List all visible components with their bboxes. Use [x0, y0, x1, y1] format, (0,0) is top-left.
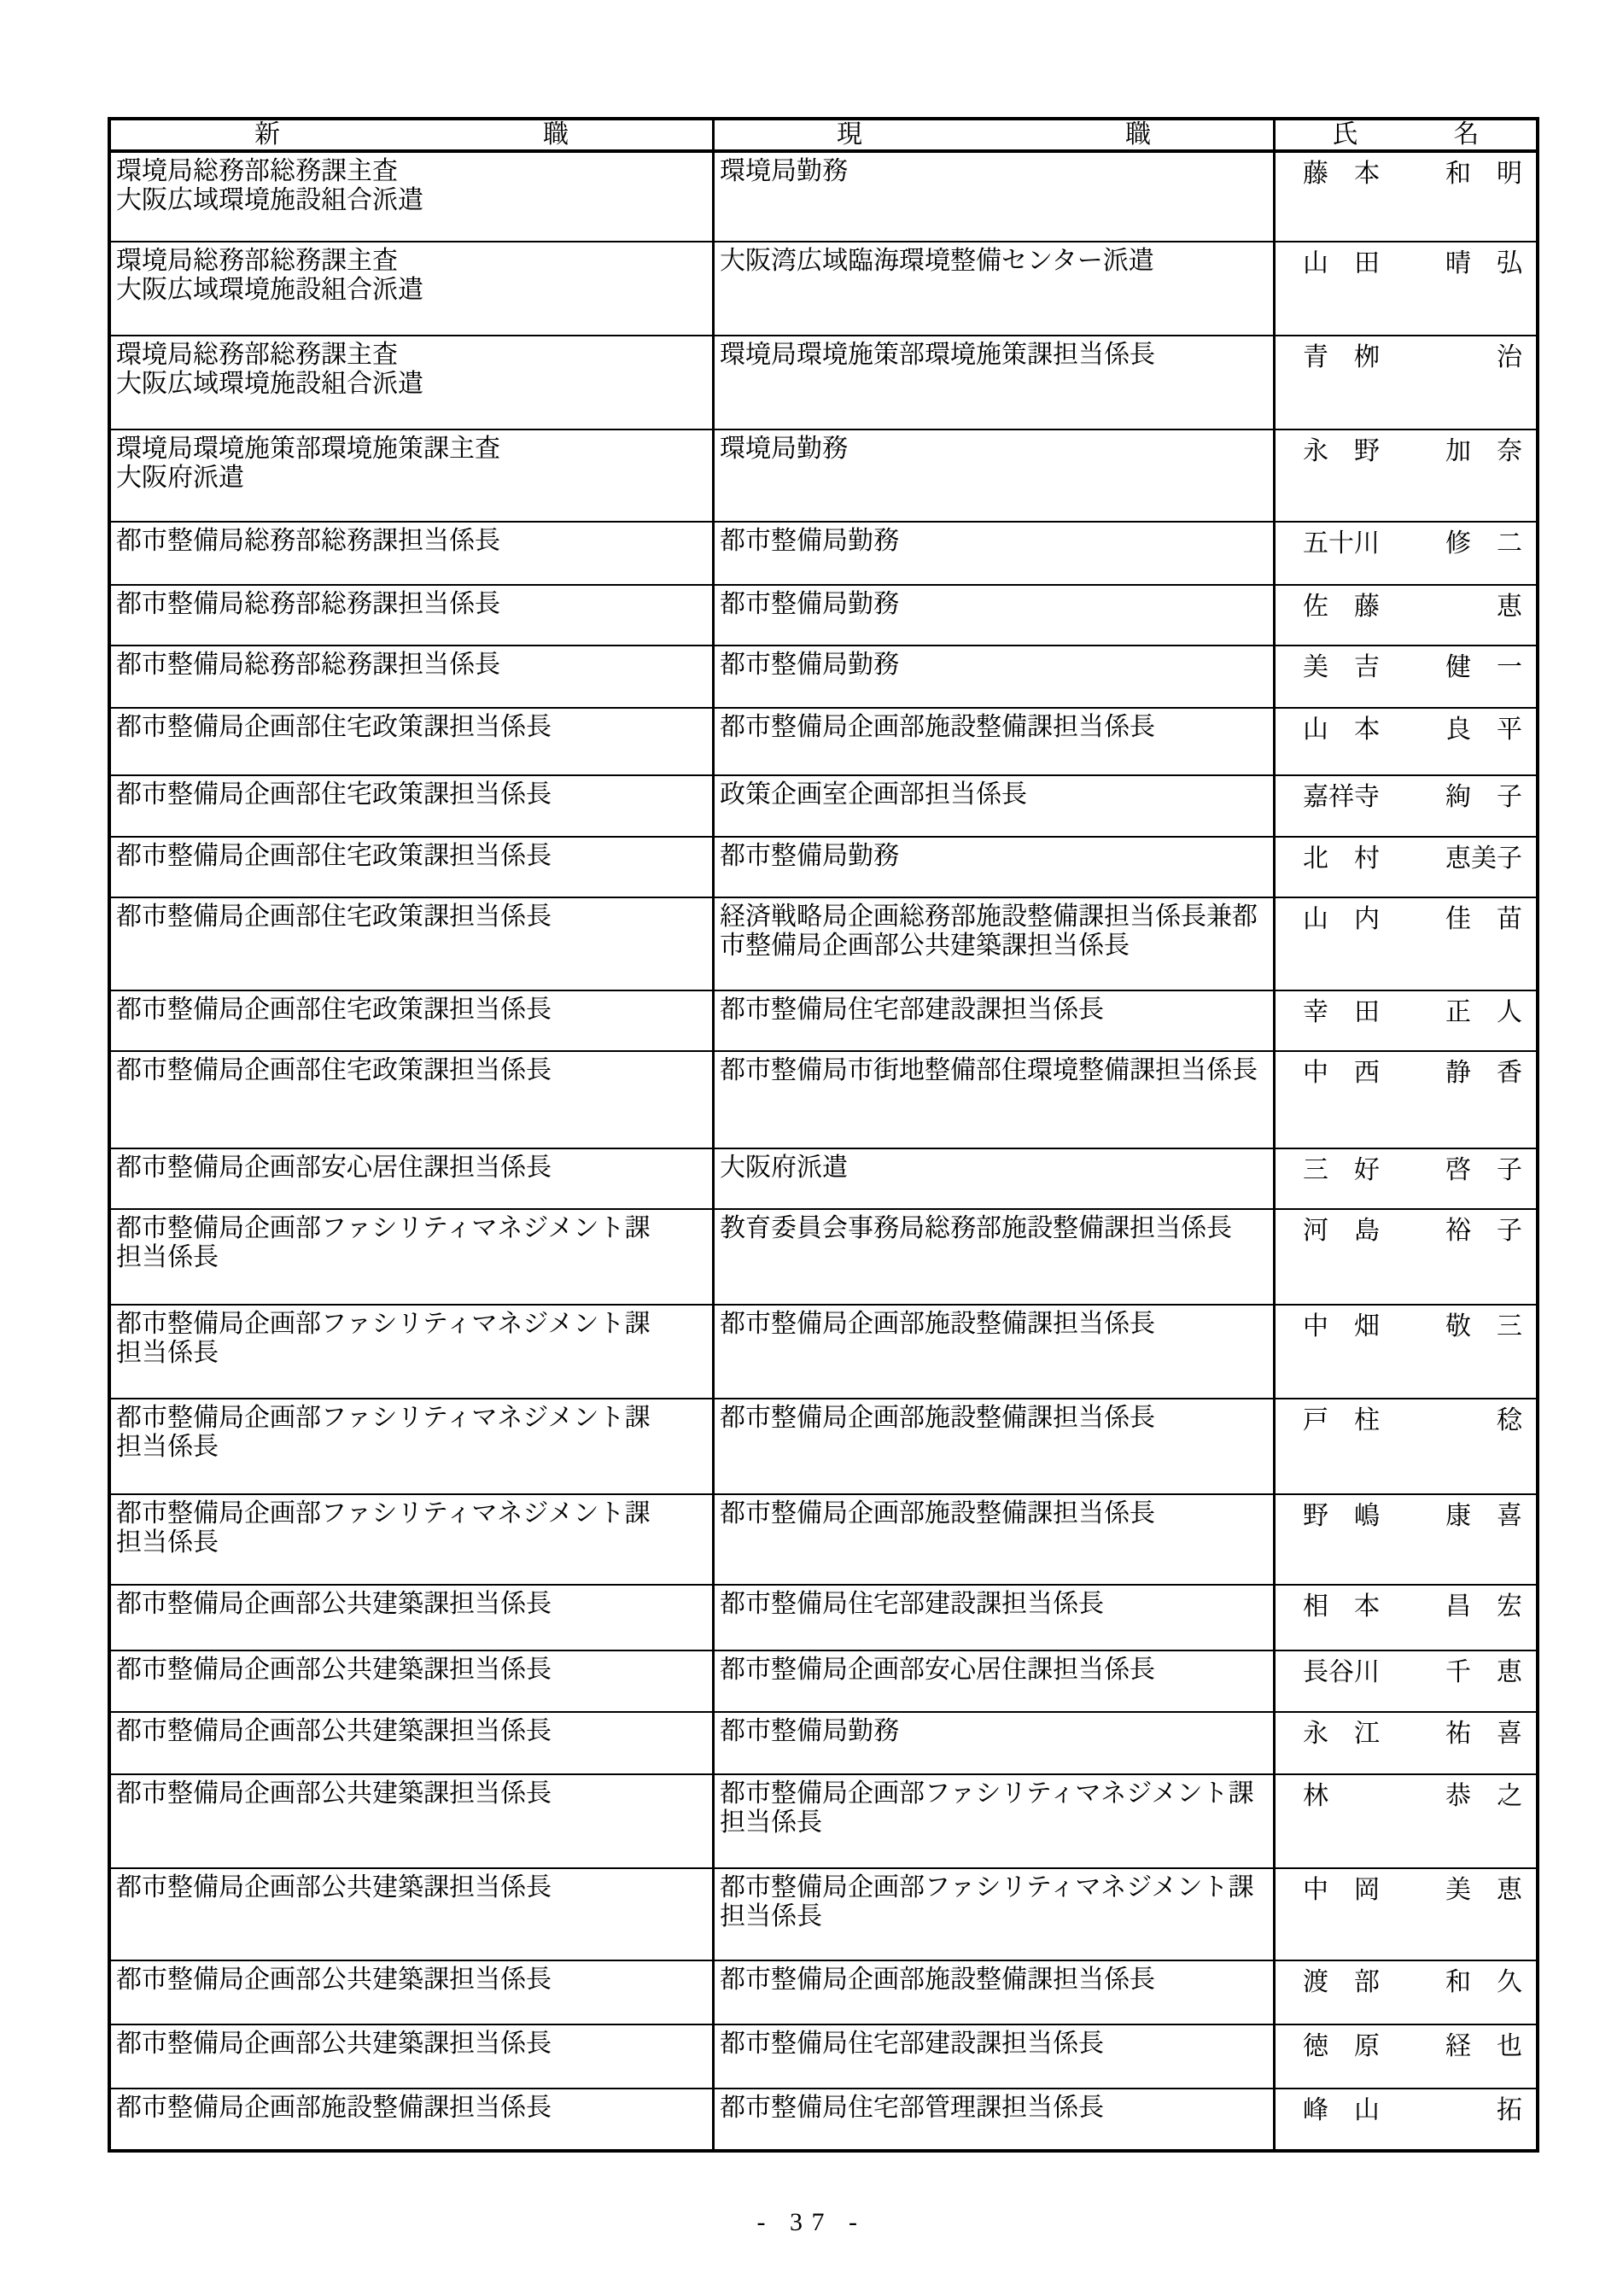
current-post-line: 教育委員会事務局総務部施設整備課担当係長 — [720, 1214, 1232, 1242]
family-name: 青 栁 — [1303, 343, 1380, 371]
table-row — [111, 584, 1536, 645]
new-post-cell — [111, 646, 715, 707]
given-name: 加 奈 — [1445, 437, 1522, 465]
table-row — [111, 2088, 1536, 2149]
new-post-line: 担当係長 — [116, 1528, 219, 1557]
current-post-line: 都市整備局住宅部建設課担当係長 — [720, 1590, 1104, 1618]
given-name: 恵 — [1497, 593, 1522, 621]
new-post-line: 都市整備局企画部公共建築課担当係長 — [116, 1656, 552, 1684]
new-post-cell — [111, 838, 715, 897]
given-name: 正 人 — [1445, 998, 1522, 1026]
current-post-cell — [715, 1775, 1276, 1867]
table-row — [111, 1773, 1536, 1867]
current-post-cell — [715, 1869, 1276, 1960]
header-name — [1276, 120, 1536, 149]
new-post-line: 大阪広域環境施設組合派遣 — [116, 186, 423, 214]
new-post-cell — [111, 430, 715, 521]
personnel-transfer-table — [108, 117, 1539, 2153]
family-name: 永 江 — [1303, 1720, 1380, 1748]
current-post-cell — [715, 1210, 1276, 1304]
name — [1303, 1059, 1522, 1088]
name — [1303, 1217, 1522, 1246]
given-name: 敬 三 — [1445, 1312, 1522, 1341]
new-post-line: 都市整備局企画部公共建築課担当係長 — [116, 1717, 552, 1745]
name — [1303, 998, 1522, 1027]
table-row — [111, 2024, 1536, 2088]
current-post-line: 環境局勤務 — [720, 435, 848, 463]
family-name: 永 野 — [1303, 437, 1380, 465]
given-name: 良 平 — [1445, 716, 1522, 744]
family-name: 相 本 — [1303, 1592, 1380, 1621]
name-cell — [1276, 2089, 1536, 2149]
given-name: 拓 — [1497, 2096, 1522, 2124]
current-post-cell — [715, 1961, 1276, 2024]
name — [1303, 249, 1522, 278]
current-post-cell — [715, 709, 1276, 774]
family-name: 藤 本 — [1303, 160, 1380, 188]
new-post-cell — [111, 1586, 715, 1650]
current-post-cell — [715, 838, 1276, 897]
table-row — [111, 1711, 1536, 1773]
current-post-cell — [715, 1495, 1276, 1584]
name — [1303, 529, 1522, 558]
family-name: 中 岡 — [1303, 1876, 1380, 1904]
new-post-line: 都市整備局総務部総務課担当係長 — [116, 651, 500, 679]
name — [1303, 343, 1522, 372]
new-post-line: 環境局総務部総務課主査 — [116, 341, 398, 369]
current-post-line: 大阪府派遣 — [720, 1154, 848, 1182]
new-post-cell — [111, 1961, 715, 2024]
name — [1303, 2032, 1522, 2061]
new-post-cell — [111, 336, 715, 429]
current-post-cell — [715, 1306, 1276, 1398]
new-post-line: 環境局総務部総務課主査 — [116, 247, 398, 275]
family-name: 三 好 — [1303, 1156, 1380, 1184]
name-cell — [1276, 1869, 1536, 1960]
new-post-line: 都市整備局企画部ファシリティマネジメント課 — [116, 1499, 651, 1528]
current-post-cell — [715, 991, 1276, 1050]
family-name: 佐 藤 — [1303, 593, 1380, 621]
current-post-cell — [715, 1052, 1276, 1148]
new-post-cell — [111, 1869, 715, 1960]
name-cell — [1276, 523, 1536, 584]
table-row — [111, 1304, 1536, 1398]
header-name-char1: 氏 — [1332, 120, 1358, 149]
new-post-line: 大阪府派遣 — [116, 464, 244, 492]
current-post-line: 都市整備局企画部ファシリティマネジメント課 — [720, 1779, 1254, 1808]
family-name: 美 吉 — [1303, 653, 1380, 681]
new-post-line: 都市整備局企画部公共建築課担当係長 — [116, 2030, 552, 2058]
table-row — [111, 1148, 1536, 1208]
name — [1303, 783, 1522, 812]
current-post-line: 市整備局企画部公共建築課担当係長 — [720, 932, 1130, 960]
current-post-line: 都市整備局勤務 — [720, 651, 899, 679]
name-cell — [1276, 1210, 1536, 1304]
current-post-line: 都市整備局住宅部建設課担当係長 — [720, 996, 1104, 1024]
new-post-cell — [111, 1399, 715, 1493]
name — [1303, 1658, 1522, 1687]
new-post-cell — [111, 1052, 715, 1148]
family-name: 五十川 — [1303, 529, 1380, 558]
given-name: 昌 宏 — [1445, 1592, 1522, 1621]
new-post-line: 都市整備局総務部総務課担当係長 — [116, 590, 500, 618]
given-name: 恵美子 — [1445, 844, 1522, 873]
given-name: 佳 苗 — [1445, 905, 1522, 933]
given-name: 治 — [1497, 343, 1522, 371]
header-current-post-char1: 現 — [837, 120, 862, 149]
table-row — [111, 1867, 1536, 1960]
table-row — [111, 335, 1536, 429]
new-post-cell — [111, 709, 715, 774]
table-row — [111, 1208, 1536, 1304]
name-cell — [1276, 1651, 1536, 1711]
header-new-post-char2: 職 — [543, 120, 569, 149]
table-row — [111, 645, 1536, 707]
given-name: 経 也 — [1445, 2032, 1522, 2060]
name — [1303, 160, 1522, 189]
new-post-line: 都市整備局企画部ファシリティマネジメント課 — [116, 1310, 651, 1338]
name-cell — [1276, 1306, 1536, 1398]
current-post-cell — [715, 153, 1276, 241]
current-post-line: 都市整備局勤務 — [720, 527, 899, 555]
name — [1303, 2096, 1522, 2125]
new-post-cell — [111, 898, 715, 990]
family-name: 山 本 — [1303, 716, 1380, 744]
current-post-cell — [715, 430, 1276, 521]
new-post-line: 環境局総務部総務課主査 — [116, 157, 398, 185]
current-post-line: 都市整備局企画部施設整備課担当係長 — [720, 1966, 1155, 1994]
name-cell — [1276, 709, 1536, 774]
new-post-line: 都市整備局企画部住宅政策課担当係長 — [116, 1056, 552, 1084]
name — [1303, 844, 1522, 873]
family-name: 渡 部 — [1303, 1968, 1380, 1996]
current-post-line: 担当係長 — [720, 1902, 822, 1931]
current-post-line: 都市整備局企画部施設整備課担当係長 — [720, 1499, 1155, 1528]
name — [1303, 1782, 1522, 1811]
table-row — [111, 1493, 1536, 1584]
new-post-line: 都市整備局企画部住宅政策課担当係長 — [116, 713, 552, 741]
new-post-cell — [111, 2025, 715, 2088]
name — [1303, 1406, 1522, 1435]
name — [1303, 1968, 1522, 1997]
current-post-line: 都市整備局企画部施設整備課担当係長 — [720, 713, 1155, 741]
given-name: 祐 喜 — [1445, 1720, 1522, 1748]
given-name: 稔 — [1497, 1406, 1522, 1434]
family-name: 幸 田 — [1303, 998, 1380, 1026]
new-post-line: 都市整備局企画部住宅政策課担当係長 — [116, 903, 552, 931]
given-name: 晴 弘 — [1445, 249, 1522, 278]
new-post-cell — [111, 242, 715, 335]
table-row — [111, 990, 1536, 1050]
header-current-post-char2: 職 — [1125, 120, 1151, 149]
name-cell — [1276, 646, 1536, 707]
current-post-line: 都市整備局勤務 — [720, 842, 899, 870]
name-cell — [1276, 1775, 1536, 1867]
family-name: 峰 山 — [1303, 2096, 1380, 2124]
given-name: 啓 子 — [1445, 1156, 1522, 1184]
given-name: 康 喜 — [1445, 1502, 1522, 1530]
new-post-line: 大阪広域環境施設組合派遣 — [116, 276, 423, 304]
current-post-line: 担当係長 — [720, 1808, 822, 1837]
current-post-cell — [715, 1713, 1276, 1773]
family-name: 中 畑 — [1303, 1312, 1380, 1341]
name — [1303, 593, 1522, 622]
name-cell — [1276, 242, 1536, 335]
new-post-line: 都市整備局企画部ファシリティマネジメント課 — [116, 1214, 651, 1242]
page-number: - 37 - — [756, 2208, 867, 2236]
new-post-line: 大阪広域環境施設組合派遣 — [116, 370, 423, 398]
current-post-line: 都市整備局企画部安心居住課担当係長 — [720, 1656, 1155, 1684]
name — [1303, 1312, 1522, 1341]
name-cell — [1276, 991, 1536, 1050]
header-current-post — [715, 120, 1276, 149]
current-post-line: 経済戦略局企画総務部施設整備課担当係長兼都 — [720, 903, 1258, 931]
family-name: 長谷川 — [1303, 1658, 1380, 1686]
name — [1303, 1592, 1522, 1621]
current-post-line: 大阪湾広域臨海環境整備センター派遣 — [720, 247, 1154, 275]
name-cell — [1276, 336, 1536, 429]
new-post-line: 担当係長 — [116, 1433, 219, 1461]
name-cell — [1276, 2025, 1536, 2088]
new-post-cell — [111, 1775, 715, 1867]
name-cell — [1276, 1586, 1536, 1650]
family-name: 北 村 — [1303, 844, 1380, 873]
new-post-cell — [111, 1495, 715, 1584]
table-row — [111, 774, 1536, 836]
name-cell — [1276, 1713, 1536, 1773]
family-name: 山 田 — [1303, 249, 1380, 278]
new-post-line: 都市整備局企画部公共建築課担当係長 — [116, 1779, 552, 1808]
table-row — [111, 707, 1536, 774]
name-cell — [1276, 430, 1536, 521]
new-post-cell — [111, 2089, 715, 2149]
new-post-line: 都市整備局企画部住宅政策課担当係長 — [116, 996, 552, 1024]
current-post-cell — [715, 242, 1276, 335]
given-name: 和 明 — [1445, 160, 1522, 188]
family-name: 野 嶋 — [1303, 1502, 1380, 1530]
header-new-post-char1: 新 — [254, 120, 280, 149]
new-post-line: 都市整備局企画部公共建築課担当係長 — [116, 1590, 552, 1618]
name-cell — [1276, 1149, 1536, 1208]
table-row — [111, 1584, 1536, 1650]
family-name: 中 西 — [1303, 1059, 1380, 1087]
given-name: 千 恵 — [1445, 1658, 1522, 1686]
table-row — [111, 241, 1536, 335]
new-post-cell — [111, 1306, 715, 1398]
current-post-cell — [715, 776, 1276, 836]
name-cell — [1276, 1961, 1536, 2024]
table-row — [111, 836, 1536, 897]
name — [1303, 1156, 1522, 1185]
given-name: 絢 子 — [1445, 783, 1522, 811]
family-name: 戸 柱 — [1303, 1406, 1380, 1434]
current-post-cell — [715, 336, 1276, 429]
current-post-cell — [715, 1651, 1276, 1711]
current-post-line: 都市整備局住宅部建設課担当係長 — [720, 2030, 1104, 2058]
table-row — [111, 429, 1536, 521]
given-name: 修 二 — [1445, 529, 1522, 558]
new-post-line: 都市整備局企画部安心居住課担当係長 — [116, 1154, 552, 1182]
new-post-line: 環境局環境施策部環境施策課主査 — [116, 435, 500, 463]
new-post-line: 都市整備局企画部住宅政策課担当係長 — [116, 780, 552, 809]
current-post-cell — [715, 1399, 1276, 1493]
new-post-line: 都市整備局企画部住宅政策課担当係長 — [116, 842, 552, 870]
new-post-line: 都市整備局企画部公共建築課担当係長 — [116, 1873, 552, 1902]
current-post-line: 都市整備局企画部ファシリティマネジメント課 — [720, 1873, 1254, 1902]
new-post-cell — [111, 1149, 715, 1208]
given-name: 健 一 — [1445, 653, 1522, 681]
new-post-line: 都市整備局総務部総務課担当係長 — [116, 527, 500, 555]
name — [1303, 653, 1522, 682]
current-post-line: 都市整備局勤務 — [720, 590, 899, 618]
new-post-cell — [111, 153, 715, 241]
table-row — [111, 1050, 1536, 1148]
current-post-cell — [715, 898, 1276, 990]
new-post-cell — [111, 1713, 715, 1773]
table-row — [111, 1650, 1536, 1711]
header-name-char2: 名 — [1453, 120, 1480, 149]
name — [1303, 1876, 1522, 1905]
new-post-line: 担当係長 — [116, 1339, 219, 1367]
current-post-line: 環境局勤務 — [720, 157, 848, 185]
name — [1303, 1502, 1522, 1531]
new-post-cell — [111, 586, 715, 645]
family-name: 嘉祥寺 — [1303, 783, 1380, 811]
name — [1303, 716, 1522, 745]
new-post-line: 都市整備局企画部公共建築課担当係長 — [116, 1966, 552, 1994]
family-name: 林 — [1303, 1782, 1328, 1810]
current-post-cell — [715, 646, 1276, 707]
new-post-cell — [111, 523, 715, 584]
new-post-cell — [111, 776, 715, 836]
table-row — [111, 1398, 1536, 1493]
name — [1303, 905, 1522, 934]
table-header-row — [111, 120, 1536, 149]
name-cell — [1276, 838, 1536, 897]
name-cell — [1276, 153, 1536, 241]
current-post-line: 都市整備局企画部施設整備課担当係長 — [720, 1310, 1155, 1338]
current-post-line: 都市整備局勤務 — [720, 1717, 899, 1745]
table-row — [111, 149, 1536, 241]
table-row — [111, 897, 1536, 990]
family-name: 山 内 — [1303, 905, 1380, 933]
given-name: 裕 子 — [1445, 1217, 1522, 1245]
current-post-line: 都市整備局市街地整備部住環境整備課担当係長 — [720, 1056, 1258, 1084]
family-name: 河 島 — [1303, 1217, 1380, 1245]
name-cell — [1276, 1052, 1536, 1148]
new-post-line: 都市整備局企画部ファシリティマネジメント課 — [116, 1404, 651, 1432]
current-post-line: 都市整備局企画部施設整備課担当係長 — [720, 1404, 1155, 1432]
new-post-cell — [111, 991, 715, 1050]
current-post-cell — [715, 523, 1276, 584]
family-name: 徳 原 — [1303, 2032, 1380, 2060]
new-post-cell — [111, 1210, 715, 1304]
given-name: 和 久 — [1445, 1968, 1522, 1996]
new-post-line: 担当係長 — [116, 1243, 219, 1271]
name — [1303, 1720, 1522, 1749]
header-new-post — [111, 120, 715, 149]
name-cell — [1276, 1495, 1536, 1584]
table-row — [111, 1960, 1536, 2024]
current-post-cell — [715, 1149, 1276, 1208]
current-post-cell — [715, 1586, 1276, 1650]
name-cell — [1276, 898, 1536, 990]
current-post-cell — [715, 586, 1276, 645]
name-cell — [1276, 586, 1536, 645]
name — [1303, 437, 1522, 466]
given-name: 恭 之 — [1445, 1782, 1522, 1810]
new-post-cell — [111, 1651, 715, 1711]
given-name: 美 恵 — [1445, 1876, 1522, 1904]
table-row — [111, 521, 1536, 584]
new-post-line: 都市整備局企画部施設整備課担当係長 — [116, 2094, 552, 2122]
current-post-line: 政策企画室企画部担当係長 — [720, 780, 1027, 809]
name-cell — [1276, 1399, 1536, 1493]
current-post-line: 都市整備局住宅部管理課担当係長 — [720, 2094, 1104, 2122]
current-post-cell — [715, 2025, 1276, 2088]
current-post-line: 環境局環境施策部環境施策課担当係長 — [720, 341, 1155, 369]
current-post-cell — [715, 2089, 1276, 2149]
given-name: 静 香 — [1445, 1059, 1522, 1087]
name-cell — [1276, 776, 1536, 836]
